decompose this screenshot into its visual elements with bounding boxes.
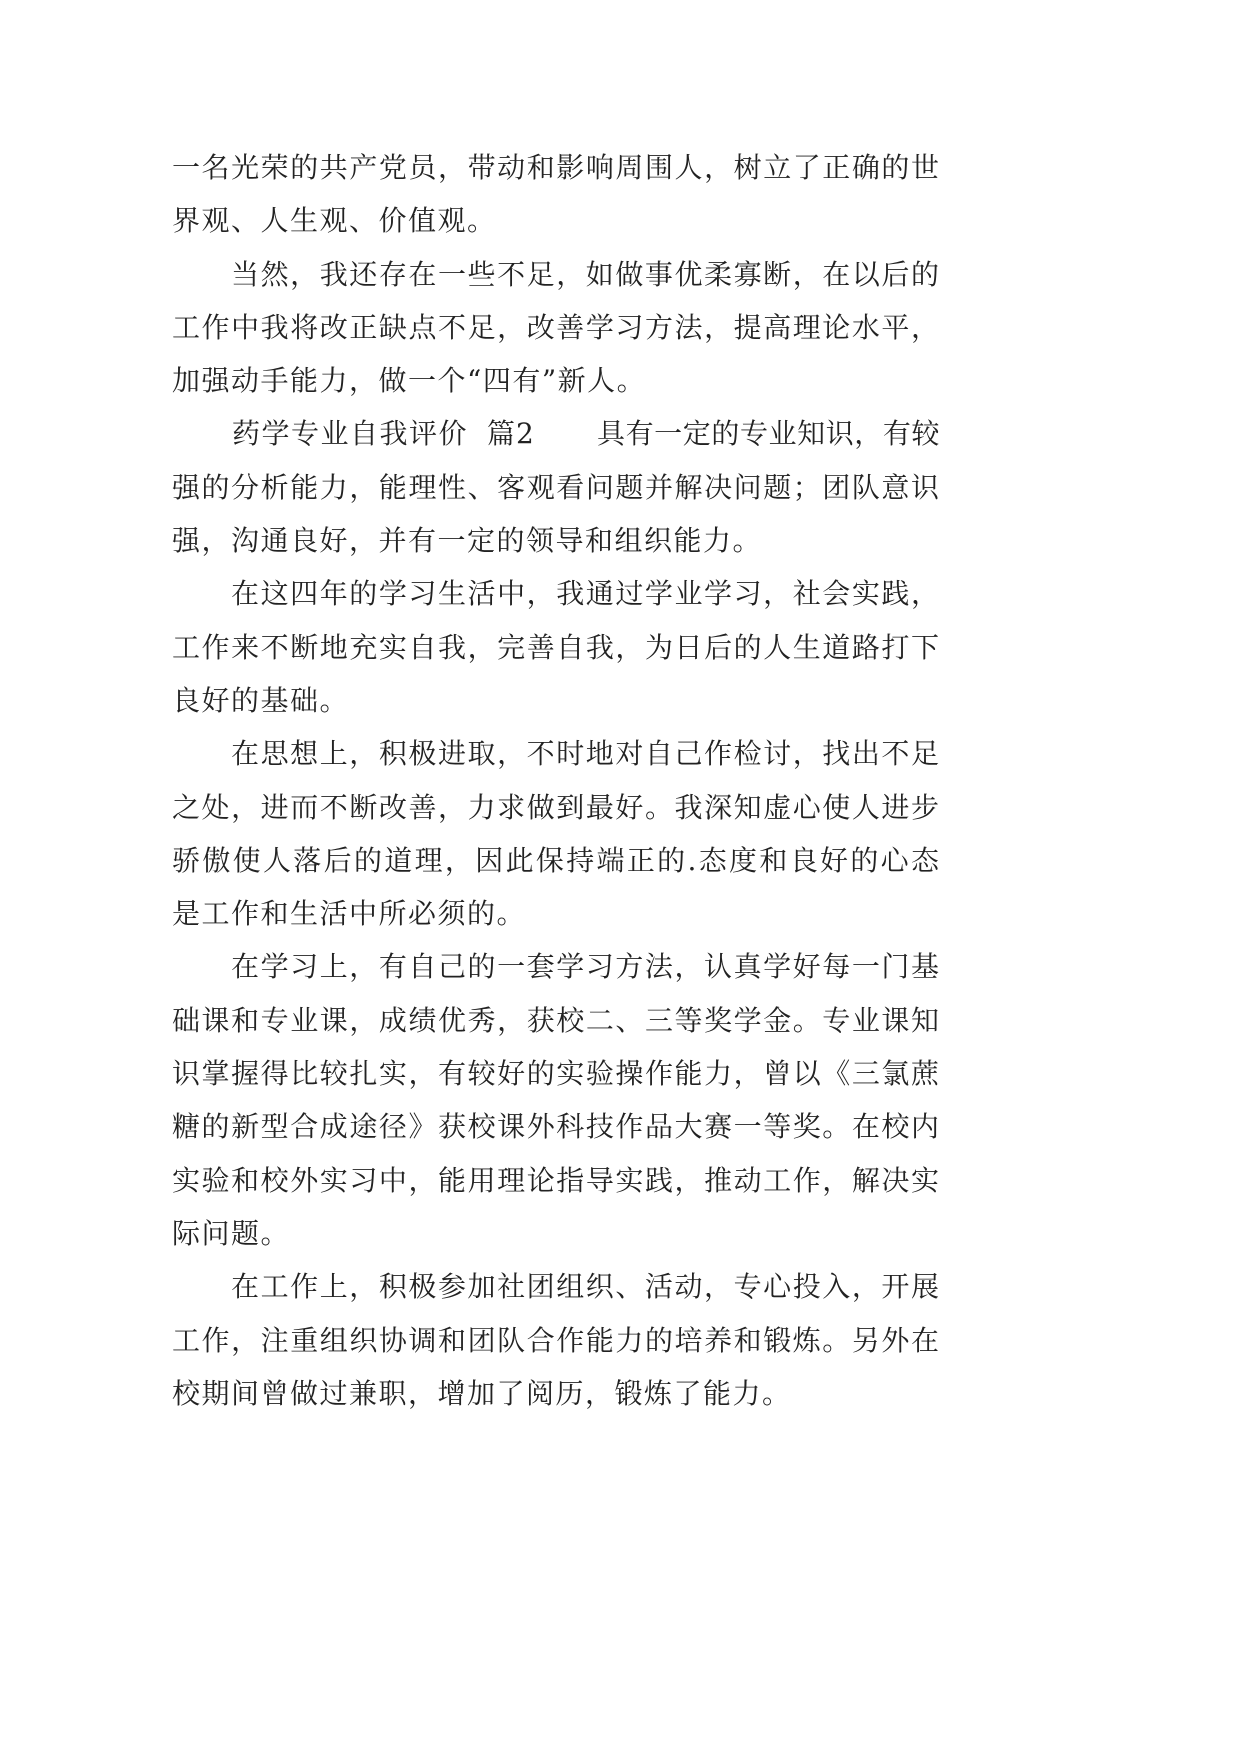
section-title: 药学专业自我评价 <box>232 417 469 451</box>
paragraph-line: 界观、人生观、价值观。 <box>172 204 497 238</box>
paragraph-line: 工作，注重组织协调和团队合作能力的培养和锻炼。另外在 <box>172 1323 940 1357</box>
paragraph-line: 骄傲使人落后的道理，因此保持端正的.态度和良好的心态 <box>172 843 940 877</box>
paragraph-line: 在工作上，积极参加社团组织、活动，专心投入，开展 <box>231 1270 940 1304</box>
paragraph <box>172 407 940 567</box>
section-heading <box>172 407 940 460</box>
paragraph <box>172 248 940 408</box>
paragraph-line: 实验和校外实习中，能用理论指导实践，推动工作，解决实 <box>172 1163 940 1197</box>
paragraph-line: 在学习上，有自己的一套学习方法，认真学好每一门基 <box>231 950 940 984</box>
paragraph-line: 是工作和生活中所必须的。 <box>172 897 527 931</box>
document-body <box>172 141 940 1420</box>
paragraph-line: 强，沟通良好，并有一定的领导和组织能力。 <box>172 524 763 558</box>
paragraph-line: 工作来不断地充实自我，完善自我，为日后的人生道路打下 <box>172 630 940 664</box>
paragraph-line: 际问题。 <box>172 1216 291 1250</box>
paragraph <box>172 727 940 940</box>
paragraph-line: 加强动手能力，做一个“四有”新人。 <box>172 364 647 398</box>
paragraph-line: 良好的基础。 <box>172 683 350 717</box>
paragraph-line: 础课和专业课，成绩优秀，获校二、三等奖学金。专业课知 <box>172 1003 940 1037</box>
paragraph-line: 一名光荣的共产党员，带动和影响周围人，树立了正确的世 <box>172 151 940 184</box>
paragraph <box>172 141 940 248</box>
paragraph-line: 校期间曾做过兼职，增加了阅历，锻炼了能力。 <box>172 1376 792 1410</box>
paragraph <box>172 940 940 1260</box>
section-number: 篇2 <box>487 417 535 451</box>
paragraph-line: 工作中我将改正缺点不足，改善学习方法，提高理论水平， <box>172 310 940 344</box>
paragraph-line: 具有一定的专业知识，有较 <box>597 417 940 451</box>
paragraph-line: 在思想上，积极进取，不时地对自己作检讨，找出不足 <box>231 737 940 771</box>
paragraph-line: 之处，进而不断改善，力求做到最好。我深知虚心使人进步 <box>172 790 940 824</box>
paragraph <box>172 567 940 727</box>
paragraph-line: 当然，我还存在一些不足，如做事优柔寡断，在以后的 <box>231 257 940 291</box>
paragraph-line: 糖的新型合成途径》获校课外科技作品大赛一等奖。在校内 <box>172 1110 940 1144</box>
paragraph <box>172 1260 940 1420</box>
paragraph-line: 强的分析能力，能理性、客观看问题并解决问题；团队意识 <box>172 470 940 504</box>
paragraph-line: 识掌握得比较扎实，有较好的实验操作能力，曾以《三氯蔗 <box>172 1057 940 1091</box>
paragraph-line: 在这四年的学习生活中，我通过学业学习，社会实践， <box>231 577 940 611</box>
